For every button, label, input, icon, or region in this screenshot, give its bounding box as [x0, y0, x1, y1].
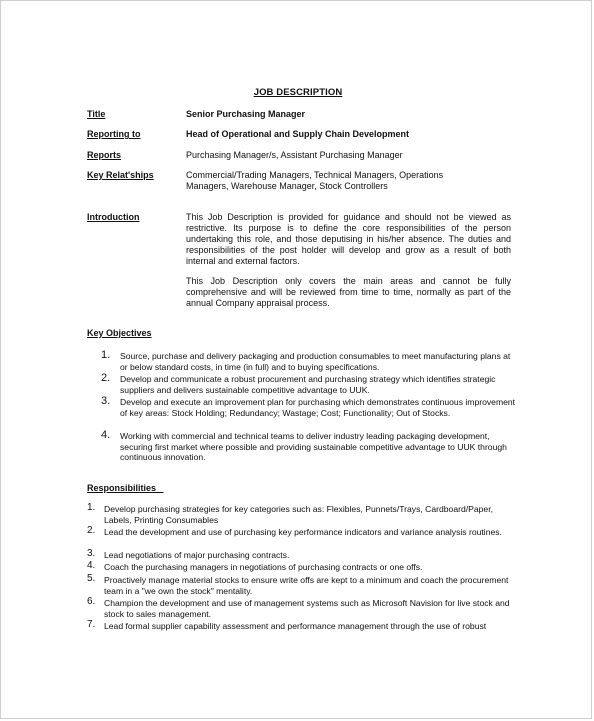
document-title: JOB DESCRIPTION [253, 87, 343, 98]
objective-number: 3. [101, 395, 111, 407]
responsibility-text: Develop purchasing strategies for key categories such as: Flexibles, Punnets/Trays, Cardboard/Paper, Labels, Printing Consumables [104, 504, 493, 525]
responsibility-text: Coach the purchasing managers in negotiations of purchasing contracts or one offs. [104, 562, 423, 572]
responsibility-text: Champion the development and use of management systems such as Microsoft Navision for live stock and stock to sales management. [104, 598, 510, 619]
responsibility-number: 6. [87, 596, 96, 607]
field-value: Commercial/Trading Managers, Technical Managers, Operations Managers, Warehouse Manager, Stock Controllers [186, 170, 444, 191]
field-label: Key Relat'ships [87, 170, 154, 180]
objective-number: 2. [101, 372, 111, 384]
objective-text: Working with commercial and technical teams to deliver industry leading packaging development, securing first market where possible and providing sustainable competitive advantage to UUK through continuous innovation. [120, 431, 507, 463]
introduction-paragraph-1: This Job Description is provided for guidance and should not be viewed as restrictive. Its purpose is to define the core responsibilities of the person undertaking this role, and those deputising in his/her absence. The duties and responsibilities of the post holder will develop and grow as a result of both internal and external factors. [186, 212, 511, 266]
field-value: Head of Operational and Supply Chain Development [186, 129, 410, 139]
objective-number: 4. [101, 429, 111, 441]
responsibility-text: Lead formal supplier capability assessment and performance management through the use of robust [104, 621, 487, 631]
objective-number: 1. [101, 349, 111, 361]
responsibility-number: 3. [87, 548, 96, 559]
responsibility-number: 7. [87, 619, 96, 630]
field-value: Senior Purchasing Manager [186, 109, 306, 119]
objective-text: Develop and execute an improvement plan for purchasing which demonstrates continuous improvement of key areas: Stock Holding; Redundancy; Wastage; Cost; Functionality; Out of Stocks. [120, 397, 516, 418]
responsibility-number: 1. [87, 502, 96, 513]
field-label: Reporting to [87, 129, 141, 139]
responsibility-text: Proactively manage material stocks to ensure write offs are kept to a minimum and coach the procurement team in a "we own the stock" mentality. [104, 575, 509, 596]
field-label: Reports [87, 150, 122, 160]
introduction-label: Introduction [87, 212, 140, 222]
responsibility-text: Lead the development and use of purchasing key performance indicators and variance analysis routines. [104, 527, 502, 537]
responsibility-number: 4. [87, 560, 96, 571]
key-objectives-heading: Key Objectives [87, 328, 152, 338]
objective-text: Develop and communicate a robust procurement and purchasing strategy which identifies strategic suppliers and delivers sustainable competitive advantage to UUK. [120, 374, 496, 395]
field-label: Title [87, 109, 106, 119]
objective-text: Source, purchase and delivery packaging and production consumables to meet manufacturing plans at or below standard costs, in time (in full) and to buying specifications. [120, 351, 511, 372]
responsibility-number: 2. [87, 525, 96, 536]
introduction-paragraph-2: This Job Description only covers the main areas and cannot be fully comprehensive and will be reviewed from time to time, normally as part of the annual Company appraisal process. [186, 276, 511, 308]
responsibility-text: Lead negotiations of major purchasing contracts. [104, 550, 290, 560]
responsibilities-heading: Responsibilities [87, 483, 164, 493]
field-value: Purchasing Manager/s, Assistant Purchasing Manager [186, 150, 403, 160]
responsibility-number: 5. [87, 573, 96, 584]
